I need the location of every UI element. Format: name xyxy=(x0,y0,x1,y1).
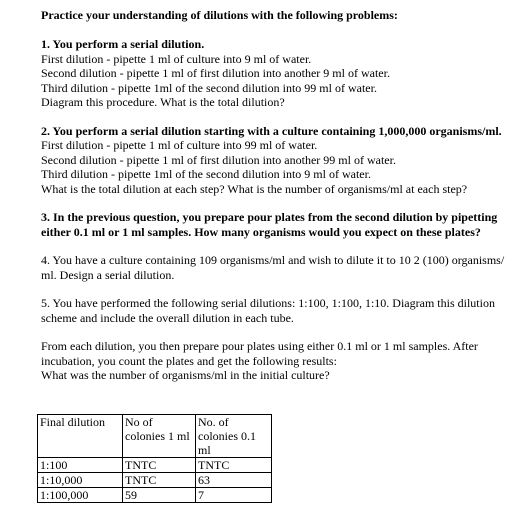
problem-3-line: either 0.1 ml or 1 ml samples. How many organisms would you expect on these plates? xyxy=(41,224,481,239)
table-cell: TNTC xyxy=(123,473,196,488)
table-cell: 63 xyxy=(196,473,272,488)
problem-5-line: scheme and include the overall dilution in each tube. xyxy=(41,310,294,325)
problem-5-results xyxy=(41,339,527,383)
table-cell: 1:100 xyxy=(38,458,123,473)
problem-1-line: Diagram this procedure. What is the total dilution? xyxy=(41,95,285,109)
table-cell: 1:10,000 xyxy=(38,473,123,488)
problem-1 xyxy=(41,37,527,110)
problem-1-line: Second dilution - pipette 1 ml of first dilution into another 9 ml of water. xyxy=(41,66,390,80)
table-cell: 59 xyxy=(123,488,196,503)
table-row xyxy=(38,458,272,473)
problem-4-line: 4. You have a culture containing 109 organisms/ml and wish to dilute it to 10 2 (100) organisms/ xyxy=(41,253,505,267)
table-cell: 1:100,000 xyxy=(38,488,123,503)
problem-1-title: 1. You perform a serial dilution. xyxy=(41,37,205,51)
problem-4-line: ml. Design a serial dilution. xyxy=(41,267,175,282)
problem-5 xyxy=(41,296,527,325)
table-header-cell: No of colonies 1 ml xyxy=(123,415,196,458)
problem-5-results-line: incubation, you count the plates and get the following results: xyxy=(41,353,337,368)
worksheet xyxy=(41,8,527,383)
results-table xyxy=(37,414,272,503)
problem-2-title: 2. You perform a serial dilution starting with a culture containing 1,000,000 organisms/ml. xyxy=(41,123,502,138)
problem-5-results-line: From each dilution, you then prepare pour plates using either 0.1 ml or 1 ml samples. After xyxy=(41,339,478,353)
table-row xyxy=(38,488,272,503)
table-header-row xyxy=(38,415,272,458)
problem-2-line: What is the total dilution at each step? What is the number of organisms/ml at each step? xyxy=(41,181,468,196)
table-header-cell: Final dilution xyxy=(38,415,123,458)
problem-5-results-line: What was the number of organisms/ml in the initial culture? xyxy=(41,368,330,382)
problem-2-line: Second dilution - pipette 1 ml of first dilution into another 99 ml of water. xyxy=(41,152,396,167)
problem-2-line: Third dilution - pipette 1ml of the second dilution into 9 ml of water. xyxy=(41,167,371,181)
table-cell: TNTC xyxy=(196,458,272,473)
worksheet-heading: Practice your understanding of dilutions with the following problems: xyxy=(41,8,398,22)
problem-5-line: 5. You have performed the following serial dilutions: 1:100, 1:100, 1:10. Diagram this dilution xyxy=(41,296,495,310)
problem-4 xyxy=(41,253,527,282)
problem-1-line: First dilution - pipette 1 ml of culture into 9 ml of water. xyxy=(41,51,312,66)
table-header-cell: No. of colonies 0.1 ml xyxy=(196,415,272,458)
problem-3 xyxy=(41,210,527,239)
table-row xyxy=(38,473,272,488)
problem-3-line: 3. In the previous question, you prepare pour plates from the second dilution by pipetting xyxy=(41,210,498,224)
problem-2-line: First dilution - pipette 1 ml of culture into 99 ml of water. xyxy=(41,138,318,152)
problem-2 xyxy=(41,124,527,197)
table-cell: 7 xyxy=(196,488,272,503)
table-cell: TNTC xyxy=(123,458,196,473)
problem-1-line: Third dilution - pipette 1ml of the second dilution into 99 ml of water. xyxy=(41,80,377,95)
